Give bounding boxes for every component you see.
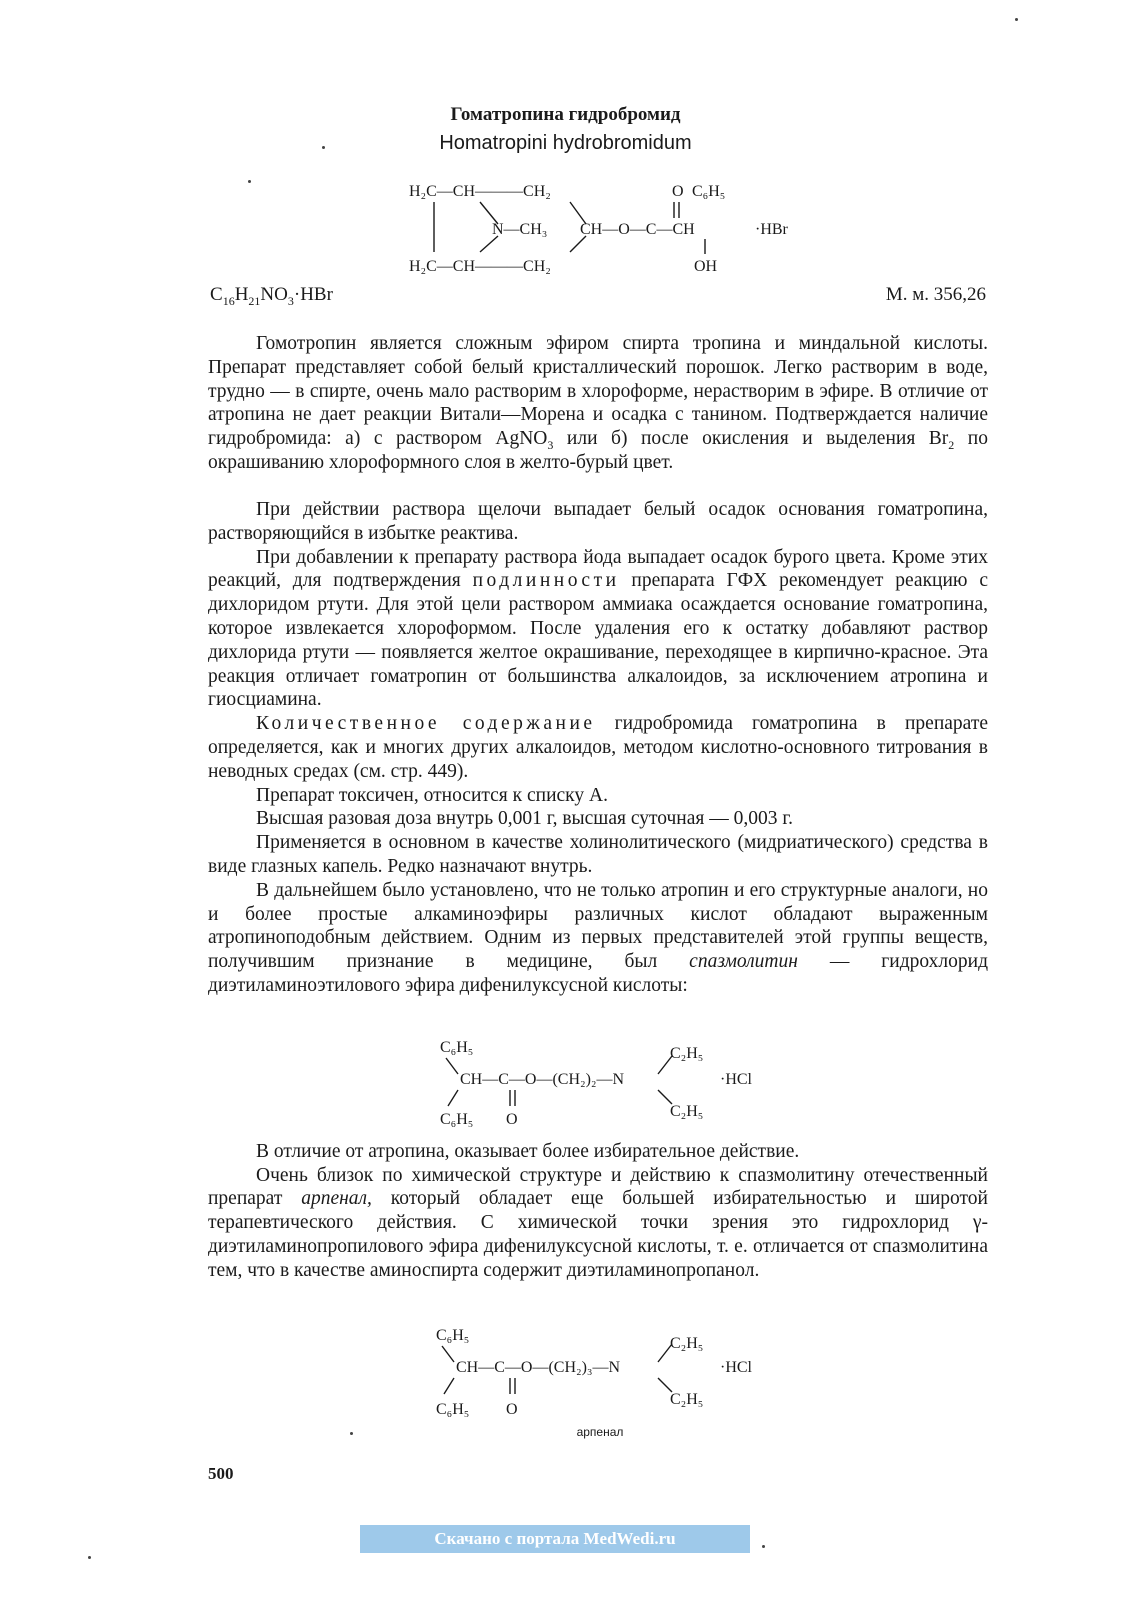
bond-line (442, 1346, 454, 1362)
paragraph: При действии раствора щелочи выпадает белый осадок основания гоматропина, растворяющийся в избытке реактива. (208, 499, 988, 544)
formula-row (210, 284, 986, 314)
scan-speck (762, 1545, 765, 1548)
formula-label: H₂C—CH———CH₂ (409, 258, 551, 275)
structural-formula-spasmolytin (430, 1034, 790, 1134)
structural-formula-homatropine (400, 174, 820, 284)
formula-label: O (506, 1401, 518, 1418)
formula-label: ·HCl (720, 1359, 752, 1376)
formula-label: CH—O—C—CH (580, 221, 695, 238)
formula-label: C₆H₅ (436, 1327, 470, 1344)
paragraph: Высшая разовая доза внутрь 0,001 г, высшая суточная — 0,003 г. (256, 808, 794, 830)
paragraph: В отличие от атропина, оказывает более избирательное действие. (256, 1140, 800, 1162)
formula-label: C₂H₅ (670, 1103, 704, 1120)
scan-speck (88, 1556, 91, 1559)
title-latin: Homatropini hydrobromidum (439, 132, 692, 154)
formula-label: C₆H₅ (440, 1039, 474, 1056)
formula-caption: арпенал (576, 1425, 624, 1439)
formula-label: ·HCl (720, 1071, 752, 1088)
scan-speck (1015, 18, 1018, 21)
molar-mass: М. м. 356,26 (885, 284, 986, 305)
title-russian: Гоматропина гидробромид (450, 104, 681, 125)
paragraph: Применяется в основном в качестве холинолитического (мидриатического) средства в виде глазных капель. Редко назначают внутрь. (208, 832, 988, 877)
bond-line (658, 1090, 672, 1104)
scan-speck (350, 1432, 353, 1435)
bond-line (448, 1090, 458, 1106)
watermark-banner: Скачано с портала MedWedi.ru (360, 1525, 750, 1553)
paragraph: При добавлении к препарату раствора йода выпадает осадок бурого цвета. Кроме этих реакций, для подтверждения подлинности препарата ГФХ рекомендует реакцию с дихлоридом ртути. Для этой цели раствором аммиака осаждается основание гоматропина, которое извлекается хлороформом. После удаления его к остатку добавляют раствор дихлорида ртути — появляется желтое окрашивание, переходящее в кирпично-красное. Эта реакция отличает гоматропин от большинства алкалоидов, за исключением атропина и гиосциамина. (208, 546, 988, 711)
formula-label: C₂H₅ (670, 1391, 704, 1408)
paragraph: Количественное содержание гидробромида гоматропина в препарате определяется, как и многих других алкалоидов, методом кислотно-основного титрования в неводных средах (см. стр. 449). (208, 713, 989, 782)
formula-label: CH—C—O—(CH₂)₂—N (460, 1071, 625, 1088)
paragraph: Очень близок по химической структуре и действию к спазмолитину отечественный препарат арпенал, который обладает еще большей избирательностью и широтой терапевтического действия. С химической точки зрения это гидрохлорид γ-диэтиламинопропилового эфира дифенилуксусной кислоты, т. е. отличается от спазмолитина тем, что в качестве аминоспирта содержит диэтиламинопропанол. (208, 1164, 988, 1281)
bond-line (570, 236, 586, 252)
formula-label: CH—C—O—(CH₂)₃—N (456, 1359, 621, 1376)
bond-line (480, 236, 498, 252)
formula-label: O (506, 1111, 518, 1128)
formula-label: N—CH₃ (492, 221, 548, 238)
formula-label: C₂H₅ (670, 1045, 704, 1062)
formula-label: C₆H₅ (436, 1401, 470, 1418)
body-text (208, 332, 988, 1283)
scan-speck (322, 146, 325, 149)
paragraph: Препарат токсичен, относится к списку А. (256, 784, 608, 806)
formula-label: C₆H₅ (692, 183, 726, 200)
paragraph: Гомотропин является сложным эфиром спирта тропина и миндальной кислоты. Препарат представляет собой белый кристаллический порошок. Легко растворим в воде, трудно — в спирте, очень мало растворим в хлороформе, нерастворим в эфире. В отличие от атропина не дает реакции Витали—Морена и осадка с танином. Подтверждается наличие гидробромида: а) с раствором AgNO$_3$ или б) после окисления и выделения $Br_2$ по окрашиванию хлороформного слоя в желто-бурый цвет. (208, 333, 988, 473)
formula-label: C₆H₅ (440, 1111, 474, 1128)
page-number: 500 (208, 1464, 234, 1483)
bond-line (444, 1378, 454, 1394)
formula-label: C₂H₅ (670, 1335, 704, 1352)
molecular-formula: $C_{16}H_{21}NO_3\cdot HBr$ (210, 284, 333, 308)
structural-formula-arpenal (426, 1322, 786, 1422)
bond-line (446, 1058, 458, 1074)
formula-label: ·HBr (755, 221, 788, 238)
bond-line (658, 1378, 672, 1392)
scan-speck (248, 180, 251, 183)
formula-label: OH (694, 258, 718, 275)
paragraph: В дальнейшем было установлено, что не только атропин и его структурные аналоги, но и более простые алкаминоэфиры различных кислот обладают выраженным атропиноподобным действием. Одним из первых представителей этой группы веществ, получившим признание в медицине, был спазмолитин — гидрохлорид диэтиламиноэтилового эфира дифенилуксусной кислоты: (208, 879, 988, 996)
formula-label: H₂C—CH———CH₂ (409, 183, 551, 200)
formula-label: O (672, 183, 684, 200)
